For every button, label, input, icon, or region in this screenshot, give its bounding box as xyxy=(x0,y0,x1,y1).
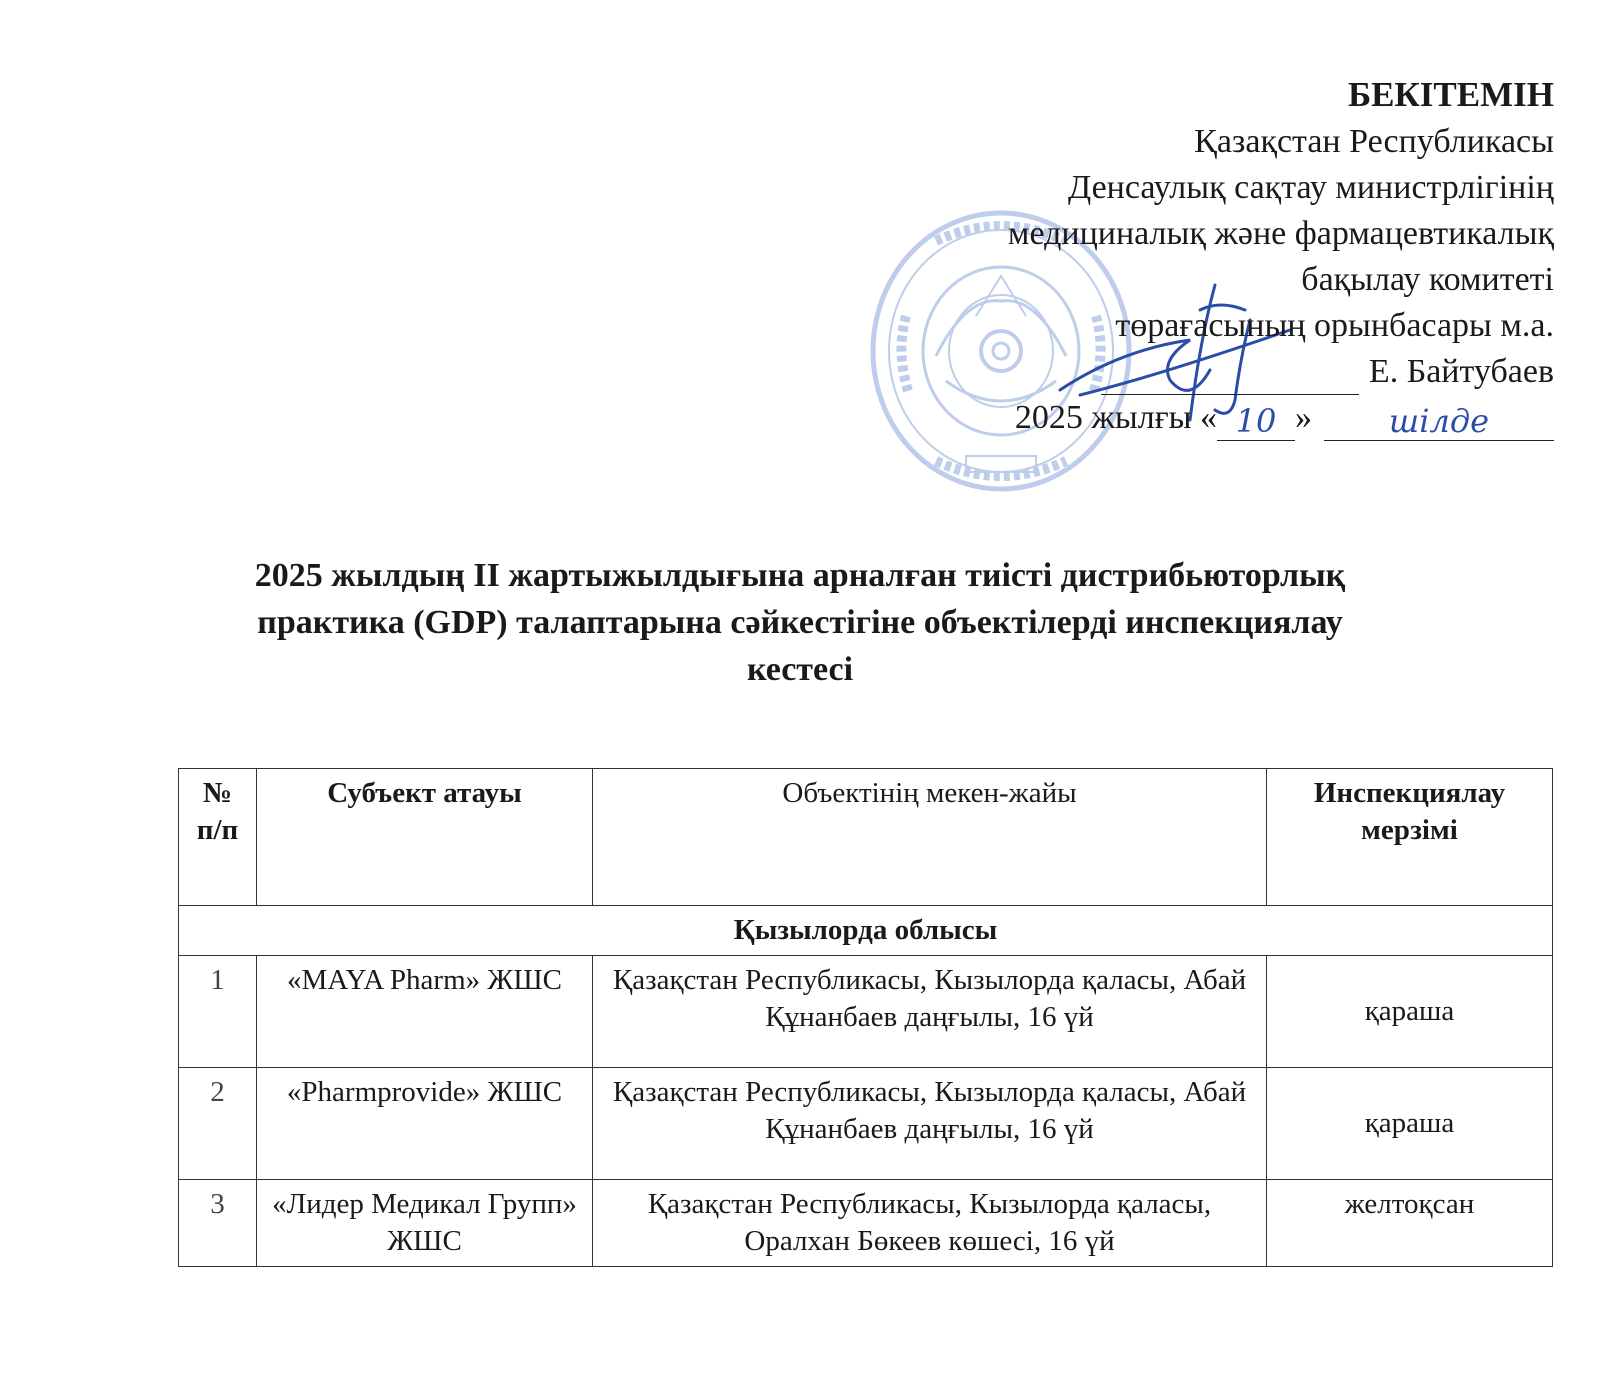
header-subject: Субъект атауы xyxy=(257,769,593,906)
region-name: Қызылорда облысы xyxy=(179,906,1553,956)
approval-line: медициналық және фармацевтикалық xyxy=(1007,215,1554,252)
row-address: Қазақстан Республикасы, Кызылорда қаласы, Оралхан Бөкеев көшесі, 16 үй xyxy=(593,1180,1267,1267)
header-address: Объектінің мекен-жайы xyxy=(593,769,1267,906)
header-term: Инспекциялау мерзімі xyxy=(1267,769,1553,906)
title-line: кестесі xyxy=(746,651,854,688)
row-subject: «Pharmprovide» ЖШС xyxy=(257,1068,593,1180)
date-month-blank xyxy=(1324,402,1554,441)
row-num: 3 xyxy=(179,1180,257,1267)
row-num: 1 xyxy=(179,956,257,1068)
approval-date xyxy=(874,395,1554,441)
signer-line xyxy=(874,349,1554,395)
signature-underline xyxy=(1101,360,1359,395)
row-address: Қазақстан Республикасы, Кызылорда қаласы, Абай Құнанбаев даңғылы, 16 үй xyxy=(593,1068,1267,1180)
inspection-schedule-table xyxy=(178,768,1553,1267)
title-line: 2025 жылдың II жартыжылдығына арналған тиісті дистрибьюторлық xyxy=(254,557,1346,594)
row-subject: «MAYA Pharm» ЖШС xyxy=(257,956,593,1068)
approval-line: төрағасының орынбасары м.а. xyxy=(1115,307,1554,344)
row-subject: «Лидер Медикал Групп» ЖШС xyxy=(257,1180,593,1267)
date-mid: » xyxy=(1295,399,1312,436)
approval-line: Денсаулық сақтау министрлігінің xyxy=(1067,169,1554,206)
row-address: Қазақстан Республикасы, Кызылорда қаласы, Абай Құнанбаев даңғылы, 16 үй xyxy=(593,956,1267,1068)
region-row xyxy=(179,906,1553,956)
header-num: № п/п xyxy=(179,769,257,906)
table-row xyxy=(179,956,1553,1068)
date-month: шілде xyxy=(1388,402,1490,440)
date-prefix: 2025 жылғы « xyxy=(1014,399,1217,436)
date-day: 10 xyxy=(1235,402,1277,440)
row-term: қараша xyxy=(1267,956,1553,1068)
table-row xyxy=(179,1068,1553,1180)
approval-heading: БЕКІТЕМІН xyxy=(1347,75,1554,114)
document-title xyxy=(180,552,1420,693)
date-day-blank xyxy=(1217,402,1295,441)
approval-line: бақылау комитеті xyxy=(1301,261,1554,298)
table-header-row xyxy=(179,769,1553,906)
row-term: желтоқсан xyxy=(1267,1180,1553,1267)
table-row xyxy=(179,1180,1553,1267)
approval-line: Қазақстан Республикасы xyxy=(1194,123,1554,160)
row-num: 2 xyxy=(179,1068,257,1180)
signer-name: Е. Байтубаев xyxy=(1368,353,1554,390)
row-term: қараша xyxy=(1267,1068,1553,1180)
approval-block xyxy=(874,72,1554,441)
title-line: практика (GDP) талаптарына сәйкестігіне объектілерді инспекциялау xyxy=(257,604,1343,641)
